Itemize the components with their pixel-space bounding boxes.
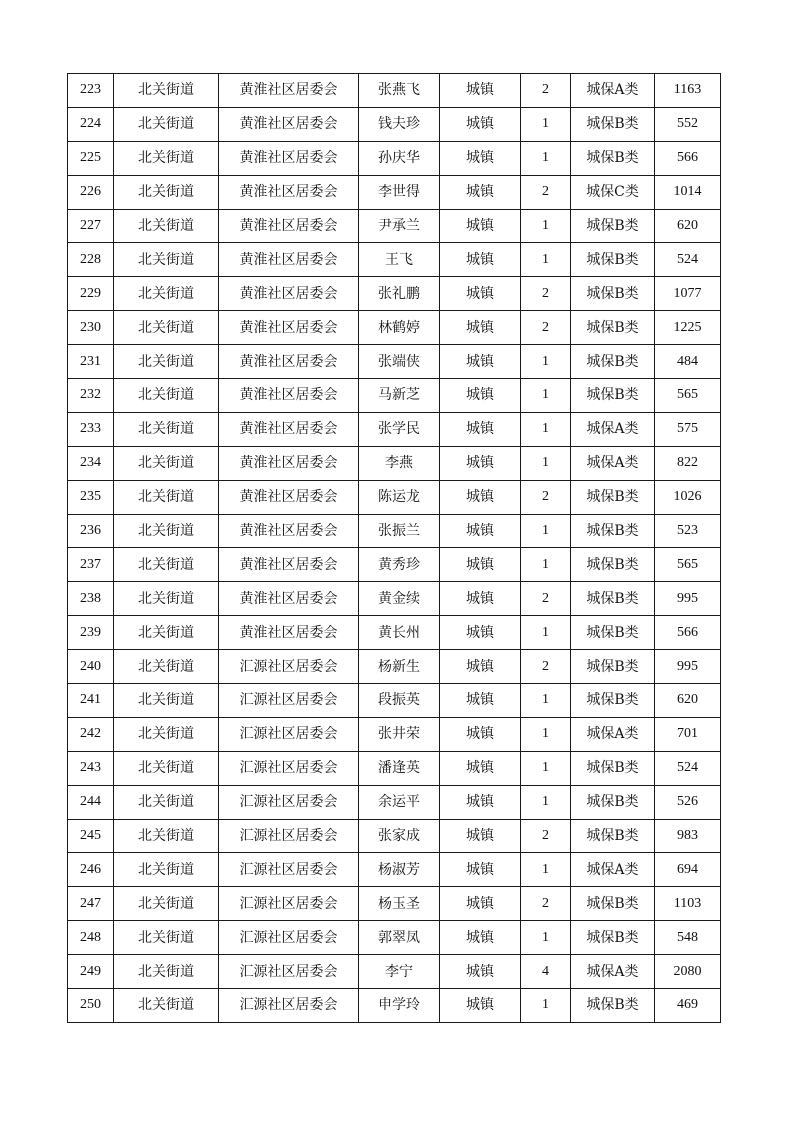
household-size-cell: 1 (521, 921, 571, 955)
amount-cell: 694 (655, 853, 721, 887)
table-row (68, 107, 721, 141)
category-cell: 城保B类 (571, 650, 655, 684)
table-row (68, 684, 721, 718)
name-cell: 孙庆华 (359, 141, 440, 175)
category-cell: 城保B类 (571, 277, 655, 311)
area-type-cell: 城镇 (440, 785, 521, 819)
amount-cell: 484 (655, 345, 721, 379)
table-row (68, 921, 721, 955)
category-cell: 城保B类 (571, 785, 655, 819)
street-cell: 北关街道 (114, 209, 219, 243)
street-cell: 北关街道 (114, 379, 219, 413)
table-row (68, 650, 721, 684)
name-cell: 杨淑芳 (359, 853, 440, 887)
name-cell: 陈运龙 (359, 480, 440, 514)
row-number-cell: 231 (68, 345, 114, 379)
area-type-cell: 城镇 (440, 209, 521, 243)
row-number-cell: 238 (68, 582, 114, 616)
table-row (68, 277, 721, 311)
name-cell: 李世得 (359, 175, 440, 209)
table-body (68, 74, 721, 1023)
household-size-cell: 1 (521, 514, 571, 548)
household-size-cell: 1 (521, 548, 571, 582)
area-type-cell: 城镇 (440, 819, 521, 853)
category-cell: 城保B类 (571, 582, 655, 616)
name-cell: 张燕飞 (359, 74, 440, 108)
amount-cell: 548 (655, 921, 721, 955)
category-cell: 城保B类 (571, 243, 655, 277)
area-type-cell: 城镇 (440, 277, 521, 311)
area-type-cell: 城镇 (440, 379, 521, 413)
community-cell: 黄淮社区居委会 (219, 616, 359, 650)
category-cell: 城保B类 (571, 684, 655, 718)
amount-cell: 523 (655, 514, 721, 548)
amount-cell: 526 (655, 785, 721, 819)
amount-cell: 2080 (655, 955, 721, 989)
area-type-cell: 城镇 (440, 175, 521, 209)
household-size-cell: 1 (521, 107, 571, 141)
community-cell: 汇源社区居委会 (219, 684, 359, 718)
area-type-cell: 城镇 (440, 989, 521, 1023)
street-cell: 北关街道 (114, 751, 219, 785)
row-number-cell: 245 (68, 819, 114, 853)
street-cell: 北关街道 (114, 175, 219, 209)
area-type-cell: 城镇 (440, 751, 521, 785)
name-cell: 黄秀珍 (359, 548, 440, 582)
street-cell: 北关街道 (114, 717, 219, 751)
community-cell: 黄淮社区居委会 (219, 446, 359, 480)
household-size-cell: 1 (521, 345, 571, 379)
household-size-cell: 2 (521, 819, 571, 853)
street-cell: 北关街道 (114, 989, 219, 1023)
street-cell: 北关街道 (114, 548, 219, 582)
name-cell: 张振兰 (359, 514, 440, 548)
category-cell: 城保B类 (571, 107, 655, 141)
row-number-cell: 236 (68, 514, 114, 548)
name-cell: 段振英 (359, 684, 440, 718)
name-cell: 张学民 (359, 412, 440, 446)
household-size-cell: 1 (521, 243, 571, 277)
category-cell: 城保B类 (571, 480, 655, 514)
name-cell: 林鹤婷 (359, 311, 440, 345)
community-cell: 黄淮社区居委会 (219, 74, 359, 108)
amount-cell: 575 (655, 412, 721, 446)
name-cell: 张井荣 (359, 717, 440, 751)
community-cell: 黄淮社区居委会 (219, 345, 359, 379)
street-cell: 北关街道 (114, 243, 219, 277)
area-type-cell: 城镇 (440, 480, 521, 514)
category-cell: 城保B类 (571, 379, 655, 413)
row-number-cell: 228 (68, 243, 114, 277)
row-number-cell: 234 (68, 446, 114, 480)
row-number-cell: 230 (68, 311, 114, 345)
category-cell: 城保B类 (571, 887, 655, 921)
table-row (68, 548, 721, 582)
category-cell: 城保B类 (571, 209, 655, 243)
street-cell: 北关街道 (114, 446, 219, 480)
table-row (68, 887, 721, 921)
category-cell: 城保A类 (571, 955, 655, 989)
area-type-cell: 城镇 (440, 616, 521, 650)
category-cell: 城保B类 (571, 819, 655, 853)
household-size-cell: 2 (521, 74, 571, 108)
area-type-cell: 城镇 (440, 412, 521, 446)
community-cell: 黄淮社区居委会 (219, 209, 359, 243)
category-cell: 城保C类 (571, 175, 655, 209)
community-cell: 汇源社区居委会 (219, 717, 359, 751)
street-cell: 北关街道 (114, 921, 219, 955)
street-cell: 北关街道 (114, 616, 219, 650)
amount-cell: 983 (655, 819, 721, 853)
category-cell: 城保B类 (571, 751, 655, 785)
name-cell: 王飞 (359, 243, 440, 277)
name-cell: 杨玉圣 (359, 887, 440, 921)
household-size-cell: 1 (521, 684, 571, 718)
name-cell: 张端侠 (359, 345, 440, 379)
household-size-cell: 2 (521, 277, 571, 311)
table-row (68, 751, 721, 785)
category-cell: 城保B类 (571, 141, 655, 175)
amount-cell: 620 (655, 209, 721, 243)
name-cell: 申学玲 (359, 989, 440, 1023)
amount-cell: 469 (655, 989, 721, 1023)
name-cell: 李宁 (359, 955, 440, 989)
category-cell: 城保B类 (571, 548, 655, 582)
street-cell: 北关街道 (114, 141, 219, 175)
row-number-cell: 246 (68, 853, 114, 887)
table-row (68, 582, 721, 616)
street-cell: 北关街道 (114, 74, 219, 108)
category-cell: 城保B类 (571, 345, 655, 379)
amount-cell: 566 (655, 616, 721, 650)
community-cell: 汇源社区居委会 (219, 751, 359, 785)
community-cell: 黄淮社区居委会 (219, 243, 359, 277)
table-row (68, 819, 721, 853)
street-cell: 北关街道 (114, 480, 219, 514)
row-number-cell: 229 (68, 277, 114, 311)
table-row (68, 480, 721, 514)
table-row (68, 345, 721, 379)
community-cell: 黄淮社区居委会 (219, 514, 359, 548)
household-size-cell: 1 (521, 616, 571, 650)
amount-cell: 566 (655, 141, 721, 175)
community-cell: 黄淮社区居委会 (219, 582, 359, 616)
area-type-cell: 城镇 (440, 548, 521, 582)
category-cell: 城保A类 (571, 717, 655, 751)
row-number-cell: 241 (68, 684, 114, 718)
name-cell: 黄金续 (359, 582, 440, 616)
row-number-cell: 227 (68, 209, 114, 243)
table-row (68, 175, 721, 209)
table-row (68, 446, 721, 480)
area-type-cell: 城镇 (440, 853, 521, 887)
row-number-cell: 239 (68, 616, 114, 650)
amount-cell: 552 (655, 107, 721, 141)
household-size-cell: 1 (521, 379, 571, 413)
name-cell: 马新芝 (359, 379, 440, 413)
table-row (68, 955, 721, 989)
community-cell: 汇源社区居委会 (219, 853, 359, 887)
row-number-cell: 224 (68, 107, 114, 141)
community-cell: 汇源社区居委会 (219, 921, 359, 955)
community-cell: 黄淮社区居委会 (219, 379, 359, 413)
street-cell: 北关街道 (114, 819, 219, 853)
amount-cell: 1077 (655, 277, 721, 311)
community-cell: 汇源社区居委会 (219, 785, 359, 819)
name-cell: 钱夫珍 (359, 107, 440, 141)
row-number-cell: 250 (68, 989, 114, 1023)
household-size-cell: 1 (521, 989, 571, 1023)
street-cell: 北关街道 (114, 650, 219, 684)
community-cell: 黄淮社区居委会 (219, 480, 359, 514)
area-type-cell: 城镇 (440, 74, 521, 108)
table-row (68, 989, 721, 1023)
area-type-cell: 城镇 (440, 141, 521, 175)
row-number-cell: 243 (68, 751, 114, 785)
row-number-cell: 223 (68, 74, 114, 108)
amount-cell: 1225 (655, 311, 721, 345)
area-type-cell: 城镇 (440, 921, 521, 955)
area-type-cell: 城镇 (440, 345, 521, 379)
street-cell: 北关街道 (114, 853, 219, 887)
name-cell: 潘逢英 (359, 751, 440, 785)
amount-cell: 1014 (655, 175, 721, 209)
household-size-cell: 2 (521, 311, 571, 345)
household-size-cell: 2 (521, 480, 571, 514)
table-row (68, 311, 721, 345)
area-type-cell: 城镇 (440, 684, 521, 718)
row-number-cell: 235 (68, 480, 114, 514)
table-row (68, 785, 721, 819)
amount-cell: 822 (655, 446, 721, 480)
name-cell: 张礼鹏 (359, 277, 440, 311)
household-size-cell: 1 (521, 209, 571, 243)
community-cell: 汇源社区居委会 (219, 887, 359, 921)
household-size-cell: 1 (521, 412, 571, 446)
row-number-cell: 242 (68, 717, 114, 751)
street-cell: 北关街道 (114, 887, 219, 921)
beneficiary-table (67, 73, 721, 1023)
household-size-cell: 1 (521, 717, 571, 751)
community-cell: 黄淮社区居委会 (219, 107, 359, 141)
category-cell: 城保B类 (571, 921, 655, 955)
name-cell: 余运平 (359, 785, 440, 819)
row-number-cell: 240 (68, 650, 114, 684)
table-row (68, 514, 721, 548)
area-type-cell: 城镇 (440, 887, 521, 921)
amount-cell: 565 (655, 379, 721, 413)
amount-cell: 1103 (655, 887, 721, 921)
amount-cell: 524 (655, 243, 721, 277)
community-cell: 汇源社区居委会 (219, 819, 359, 853)
community-cell: 黄淮社区居委会 (219, 412, 359, 446)
table-row (68, 379, 721, 413)
amount-cell: 1026 (655, 480, 721, 514)
table-row (68, 412, 721, 446)
community-cell: 黄淮社区居委会 (219, 175, 359, 209)
amount-cell: 524 (655, 751, 721, 785)
category-cell: 城保A类 (571, 412, 655, 446)
amount-cell: 995 (655, 650, 721, 684)
community-cell: 黄淮社区居委会 (219, 277, 359, 311)
row-number-cell: 233 (68, 412, 114, 446)
area-type-cell: 城镇 (440, 650, 521, 684)
area-type-cell: 城镇 (440, 311, 521, 345)
community-cell: 汇源社区居委会 (219, 989, 359, 1023)
table-row (68, 74, 721, 108)
category-cell: 城保A类 (571, 446, 655, 480)
table-row (68, 616, 721, 650)
household-size-cell: 2 (521, 650, 571, 684)
name-cell: 李燕 (359, 446, 440, 480)
street-cell: 北关街道 (114, 785, 219, 819)
area-type-cell: 城镇 (440, 717, 521, 751)
street-cell: 北关街道 (114, 955, 219, 989)
amount-cell: 565 (655, 548, 721, 582)
name-cell: 郭翠凤 (359, 921, 440, 955)
table-row (68, 141, 721, 175)
community-cell: 黄淮社区居委会 (219, 548, 359, 582)
household-size-cell: 2 (521, 887, 571, 921)
row-number-cell: 237 (68, 548, 114, 582)
amount-cell: 620 (655, 684, 721, 718)
row-number-cell: 232 (68, 379, 114, 413)
household-size-cell: 2 (521, 582, 571, 616)
household-size-cell: 1 (521, 853, 571, 887)
category-cell: 城保B类 (571, 616, 655, 650)
household-size-cell: 1 (521, 751, 571, 785)
community-cell: 黄淮社区居委会 (219, 311, 359, 345)
row-number-cell: 244 (68, 785, 114, 819)
category-cell: 城保B类 (571, 514, 655, 548)
category-cell: 城保B类 (571, 989, 655, 1023)
amount-cell: 701 (655, 717, 721, 751)
street-cell: 北关街道 (114, 277, 219, 311)
household-size-cell: 1 (521, 446, 571, 480)
amount-cell: 995 (655, 582, 721, 616)
street-cell: 北关街道 (114, 412, 219, 446)
area-type-cell: 城镇 (440, 514, 521, 548)
table-row (68, 209, 721, 243)
area-type-cell: 城镇 (440, 582, 521, 616)
street-cell: 北关街道 (114, 345, 219, 379)
household-size-cell: 1 (521, 785, 571, 819)
category-cell: 城保B类 (571, 311, 655, 345)
name-cell: 黄长州 (359, 616, 440, 650)
table-row (68, 243, 721, 277)
table-row (68, 853, 721, 887)
amount-cell: 1163 (655, 74, 721, 108)
community-cell: 汇源社区居委会 (219, 955, 359, 989)
street-cell: 北关街道 (114, 107, 219, 141)
area-type-cell: 城镇 (440, 243, 521, 277)
community-cell: 黄淮社区居委会 (219, 141, 359, 175)
street-cell: 北关街道 (114, 514, 219, 548)
street-cell: 北关街道 (114, 582, 219, 616)
table-row (68, 717, 721, 751)
row-number-cell: 225 (68, 141, 114, 175)
category-cell: 城保A类 (571, 853, 655, 887)
name-cell: 张家成 (359, 819, 440, 853)
name-cell: 杨新生 (359, 650, 440, 684)
row-number-cell: 248 (68, 921, 114, 955)
household-size-cell: 4 (521, 955, 571, 989)
name-cell: 尹承兰 (359, 209, 440, 243)
area-type-cell: 城镇 (440, 107, 521, 141)
street-cell: 北关街道 (114, 311, 219, 345)
area-type-cell: 城镇 (440, 955, 521, 989)
row-number-cell: 247 (68, 887, 114, 921)
area-type-cell: 城镇 (440, 446, 521, 480)
household-size-cell: 1 (521, 141, 571, 175)
category-cell: 城保A类 (571, 74, 655, 108)
row-number-cell: 249 (68, 955, 114, 989)
household-size-cell: 2 (521, 175, 571, 209)
street-cell: 北关街道 (114, 684, 219, 718)
row-number-cell: 226 (68, 175, 114, 209)
community-cell: 汇源社区居委会 (219, 650, 359, 684)
